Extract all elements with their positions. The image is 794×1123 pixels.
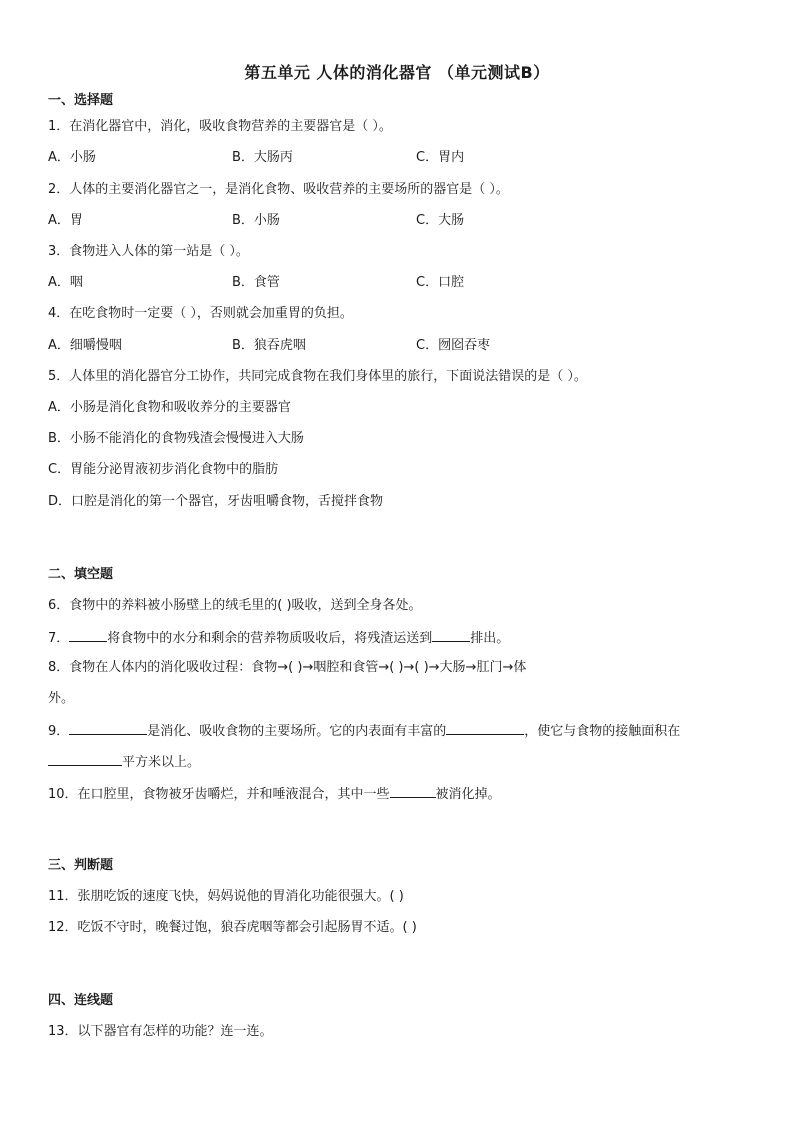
question-7: [48, 628, 509, 648]
question-4-option-a: A．细嚼慢咽: [48, 338, 122, 353]
question-8-line-1: 8．食物在人体内的消化吸收过程：食物→( )→咽腔和食管→( )→( )→大肠→肛门→体: [48, 660, 527, 675]
question-5-option-b: B．小肠不能消化的食物残渣会慢慢进入大肠: [48, 431, 304, 446]
page-title: 第五单元 人体的消化器官 （单元测试B）: [244, 63, 550, 82]
answer-blank: [69, 721, 147, 735]
question-2-option-c: C．大肠: [416, 213, 465, 228]
answer-blank: [69, 628, 107, 642]
question-7-text: 将食物中的水分和剩余的营养物质吸收后，将残渣运送到: [107, 631, 433, 646]
question-12: 12．吃饭不守时，晚餐过饱，狼吞虎咽等都会引起肠胃不适。( ): [48, 920, 417, 935]
answer-blank: [446, 721, 524, 735]
question-9-text: 是消化、吸收食物的主要场所。它的内表面有丰富的: [147, 724, 447, 739]
question-2-stem: 2．人体的主要消化器官之一，是消化食物、吸收营养的主要场所的器官是（ ）。: [48, 182, 509, 197]
question-4-option-c: C．囫囵吞枣: [416, 338, 491, 353]
question-9-line-2: [48, 752, 200, 772]
question-5-option-d: D．口腔是消化的第一个器官，牙齿咀嚼食物，舌搅拌食物: [48, 494, 384, 509]
question-3-option-a: A．咽: [48, 275, 83, 290]
question-3-stem: 3．食物进入人体的第一站是（ ）。: [48, 244, 249, 259]
question-5-option-c: C．胃能分泌胃液初步消化食物中的脂肪: [48, 462, 279, 477]
question-8-line-2: 外。: [48, 691, 75, 706]
question-10-text: 10．在口腔里，食物被牙齿嚼烂，并和唾液混合，其中一些: [48, 787, 390, 802]
question-3-option-b: B．食管: [232, 275, 280, 290]
answer-blank: [48, 752, 122, 766]
question-9-line-1: [48, 721, 680, 741]
section-heading-match: 四、连线题: [48, 993, 114, 1008]
section-heading-fill: 二、填空题: [48, 567, 114, 582]
answer-blank: [390, 784, 436, 798]
question-1-option-c: C．胃内: [416, 150, 465, 165]
question-2-option-b: B．小肠: [232, 213, 280, 228]
question-2-option-a: A．胃: [48, 213, 83, 228]
section-heading-choice: 一、选择题: [48, 93, 114, 108]
question-1-option-b: B．大肠丙: [232, 150, 293, 165]
question-13: 13．以下器官有怎样的功能？连一连。: [48, 1024, 273, 1039]
section-heading-judge: 三、判断题: [48, 858, 114, 873]
question-10: [48, 784, 501, 804]
question-7-number: 7．: [48, 631, 70, 646]
question-10-end: 被消化掉。: [435, 787, 501, 802]
question-4-stem: 4．在吃食物时一定要（ ），否则就会加重胃的负担。: [48, 306, 353, 321]
question-11: 11．张朋吃饭的速度飞快，妈妈说他的胃消化功能很强大。( ): [48, 889, 404, 904]
question-4-option-b: B．狼吞虎咽: [232, 338, 306, 353]
question-9-number: 9．: [48, 724, 70, 739]
question-5-option-a: A．小肠是消化食物和吸收养分的主要器官: [48, 400, 291, 415]
question-9-text-2: ，使它与食物的接触面积在: [524, 724, 681, 739]
question-1-option-a: A．小肠: [48, 150, 96, 165]
question-6: 6．食物中的养料被小肠壁上的绒毛里的( )吸收，送到全身各处。: [48, 598, 422, 613]
question-1-stem: 1．在消化器官中，消化，吸收食物营养的主要器官是（ ）。: [48, 119, 392, 134]
answer-blank: [432, 628, 470, 642]
question-5-stem: 5．人体里的消化器官分工协作，共同完成食物在我们身体里的旅行，下面说法错误的是（ ）。: [48, 369, 587, 384]
question-7-end: 排出。: [470, 631, 510, 646]
question-3-option-c: C．口腔: [416, 275, 465, 290]
question-9-end: 平方米以上。: [122, 755, 201, 770]
